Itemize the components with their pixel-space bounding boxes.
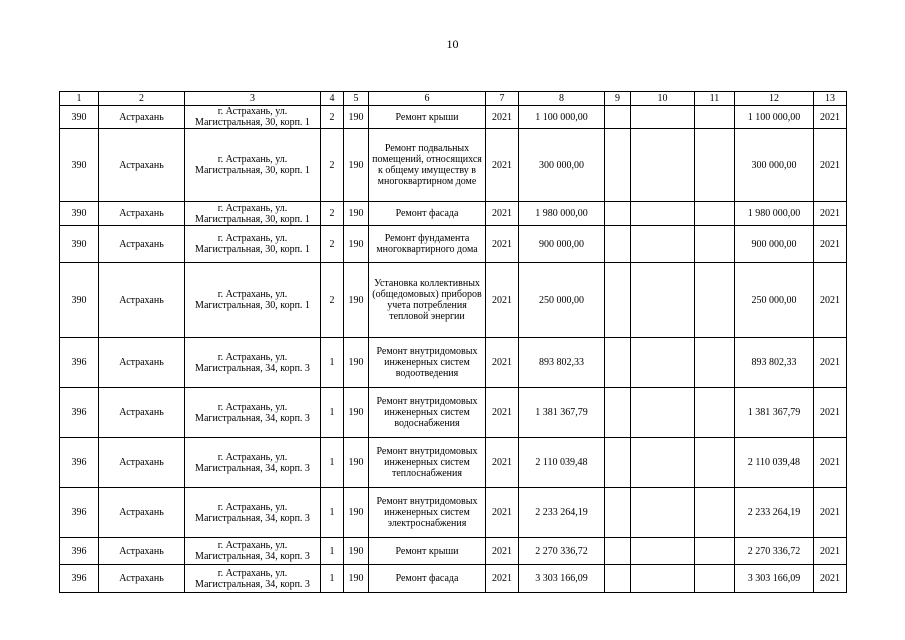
cell-address: г. Астрахань, ул. Магистральная, 30, корп. 1 [185,226,321,263]
cell-object-id: 396 [60,338,99,388]
cell-col11 [695,565,735,593]
cell-municipality: Астрахань [99,565,185,593]
cell-municipality: Астрахань [99,338,185,388]
cell-col4: 2 [321,226,344,263]
header-row [60,92,847,106]
cell-year: 2021 [486,106,519,129]
cell-municipality: Астрахань [99,438,185,488]
cell-completion-year: 2021 [814,538,847,565]
cell-cost: 2 233 264,19 [519,488,605,538]
cell-cost: 2 270 336,72 [519,538,605,565]
cell-col9 [605,488,631,538]
cell-object-id: 396 [60,438,99,488]
cell-col4: 1 [321,438,344,488]
cell-object-id: 396 [60,488,99,538]
cell-cost: 2 110 039,48 [519,438,605,488]
cell-col10 [631,129,695,202]
table-row [60,438,847,488]
table-row [60,565,847,593]
cell-col5: 190 [344,565,369,593]
cell-col9 [605,565,631,593]
cell-work-type: Ремонт подвальных помещений, относящихся к общему имуществу в многоквартирном доме [369,129,486,202]
cell-col5: 190 [344,226,369,263]
cell-object-id: 396 [60,538,99,565]
cell-completion-year: 2021 [814,129,847,202]
cell-cost: 1 100 000,00 [519,106,605,129]
cell-col4: 2 [321,106,344,129]
cell-work-type: Установка коллективных (общедомовых) приборов учета потребления тепловой энергии [369,263,486,338]
cell-address: г. Астрахань, ул. Магистральная, 34, корп. 3 [185,538,321,565]
cell-col9 [605,538,631,565]
column-number: 5 [344,92,369,106]
cell-municipality: Астрахань [99,263,185,338]
cell-col4: 2 [321,202,344,226]
cell-municipality: Астрахань [99,388,185,438]
cell-completion-year: 2021 [814,388,847,438]
cell-total: 1 100 000,00 [735,106,814,129]
cell-col5: 190 [344,129,369,202]
column-number: 6 [369,92,486,106]
cell-completion-year: 2021 [814,438,847,488]
column-number: 13 [814,92,847,106]
cell-col10 [631,338,695,388]
cell-work-type: Ремонт фасада [369,202,486,226]
cell-col11 [695,338,735,388]
cell-address: г. Астрахань, ул. Магистральная, 34, корп. 3 [185,388,321,438]
cell-col9 [605,388,631,438]
cell-col11 [695,263,735,338]
cell-col5: 190 [344,263,369,338]
cell-col9 [605,106,631,129]
cell-address: г. Астрахань, ул. Магистральная, 34, корп. 3 [185,338,321,388]
cell-work-type: Ремонт фасада [369,565,486,593]
cell-total: 300 000,00 [735,129,814,202]
cell-municipality: Астрахань [99,538,185,565]
cell-col5: 190 [344,106,369,129]
cell-col11 [695,538,735,565]
cell-year: 2021 [486,202,519,226]
cell-col11 [695,438,735,488]
cell-total: 893 802,33 [735,338,814,388]
cell-col4: 1 [321,488,344,538]
cell-work-type: Ремонт внутридомовых инженерных систем теплоснабжения [369,438,486,488]
cell-cost: 1 381 367,79 [519,388,605,438]
cell-year: 2021 [486,338,519,388]
cell-year: 2021 [486,388,519,438]
cell-completion-year: 2021 [814,263,847,338]
column-number: 4 [321,92,344,106]
cell-cost: 300 000,00 [519,129,605,202]
cell-cost: 900 000,00 [519,226,605,263]
cell-total: 1 381 367,79 [735,388,814,438]
cell-total: 1 980 000,00 [735,202,814,226]
cell-completion-year: 2021 [814,202,847,226]
table-row [60,538,847,565]
cell-object-id: 390 [60,202,99,226]
cell-col9 [605,202,631,226]
cell-col10 [631,438,695,488]
cell-year: 2021 [486,538,519,565]
cell-address: г. Астрахань, ул. Магистральная, 34, корп. 3 [185,488,321,538]
cell-col9 [605,438,631,488]
column-number: 7 [486,92,519,106]
cell-col10 [631,226,695,263]
cell-completion-year: 2021 [814,338,847,388]
cell-col4: 1 [321,388,344,438]
cell-col9 [605,129,631,202]
cell-col5: 190 [344,488,369,538]
column-number: 2 [99,92,185,106]
cell-col11 [695,106,735,129]
cell-cost: 3 303 166,09 [519,565,605,593]
cell-total: 2 270 336,72 [735,538,814,565]
table-row [60,388,847,438]
cell-municipality: Астрахань [99,226,185,263]
table-row [60,338,847,388]
cell-cost: 1 980 000,00 [519,202,605,226]
cell-object-id: 390 [60,106,99,129]
cell-col10 [631,106,695,129]
table-row [60,106,847,129]
column-number: 12 [735,92,814,106]
cell-col5: 190 [344,338,369,388]
cell-address: г. Астрахань, ул. Магистральная, 30, корп. 1 [185,129,321,202]
cell-total: 900 000,00 [735,226,814,263]
table-row [60,226,847,263]
cell-col11 [695,129,735,202]
cell-col5: 190 [344,438,369,488]
column-number: 11 [695,92,735,106]
cell-col5: 190 [344,388,369,438]
cell-address: г. Астрахань, ул. Магистральная, 34, корп. 3 [185,565,321,593]
cell-work-type: Ремонт фундамента многоквартирного дома [369,226,486,263]
cell-col4: 1 [321,338,344,388]
cell-municipality: Астрахань [99,202,185,226]
column-number: 9 [605,92,631,106]
cell-col5: 190 [344,538,369,565]
cell-year: 2021 [486,438,519,488]
cell-completion-year: 2021 [814,488,847,538]
cell-work-type: Ремонт крыши [369,538,486,565]
cell-cost: 250 000,00 [519,263,605,338]
cell-col9 [605,263,631,338]
cell-completion-year: 2021 [814,565,847,593]
cell-col10 [631,488,695,538]
cell-col4: 2 [321,263,344,338]
cell-work-type: Ремонт внутридомовых инженерных систем водоснабжения [369,388,486,438]
cell-col11 [695,202,735,226]
cell-object-id: 396 [60,388,99,438]
column-number: 1 [60,92,99,106]
cell-col11 [695,488,735,538]
table-row [60,488,847,538]
cell-work-type: Ремонт крыши [369,106,486,129]
cell-col9 [605,338,631,388]
cell-col4: 1 [321,565,344,593]
cell-col11 [695,226,735,263]
cell-object-id: 396 [60,565,99,593]
cell-year: 2021 [486,226,519,263]
cell-col10 [631,263,695,338]
column-number: 8 [519,92,605,106]
cell-object-id: 390 [60,226,99,263]
cell-year: 2021 [486,129,519,202]
cell-total: 2 233 264,19 [735,488,814,538]
cell-year: 2021 [486,263,519,338]
cell-col9 [605,226,631,263]
table-row [60,263,847,338]
capital-repair-table [59,91,847,593]
cell-address: г. Астрахань, ул. Магистральная, 30, корп. 1 [185,202,321,226]
column-number: 10 [631,92,695,106]
cell-year: 2021 [486,488,519,538]
cell-municipality: Астрахань [99,106,185,129]
cell-work-type: Ремонт внутридомовых инженерных систем электроснабжения [369,488,486,538]
table-row [60,202,847,226]
cell-cost: 893 802,33 [519,338,605,388]
cell-address: г. Астрахань, ул. Магистральная, 34, корп. 3 [185,438,321,488]
cell-work-type: Ремонт внутридомовых инженерных систем водоотведения [369,338,486,388]
cell-address: г. Астрахань, ул. Магистральная, 30, корп. 1 [185,263,321,338]
cell-address: г. Астрахань, ул. Магистральная, 30, корп. 1 [185,106,321,129]
cell-col5: 190 [344,202,369,226]
cell-col10 [631,202,695,226]
cell-object-id: 390 [60,129,99,202]
column-number: 3 [185,92,321,106]
page-number: 10 [446,37,459,51]
cell-col10 [631,388,695,438]
cell-total: 2 110 039,48 [735,438,814,488]
cell-completion-year: 2021 [814,106,847,129]
cell-municipality: Астрахань [99,488,185,538]
cell-col11 [695,388,735,438]
cell-year: 2021 [486,565,519,593]
cell-col10 [631,538,695,565]
cell-col4: 1 [321,538,344,565]
table-row [60,129,847,202]
cell-completion-year: 2021 [814,226,847,263]
cell-object-id: 390 [60,263,99,338]
cell-col10 [631,565,695,593]
cell-municipality: Астрахань [99,129,185,202]
cell-total: 3 303 166,09 [735,565,814,593]
cell-total: 250 000,00 [735,263,814,338]
cell-col4: 2 [321,129,344,202]
